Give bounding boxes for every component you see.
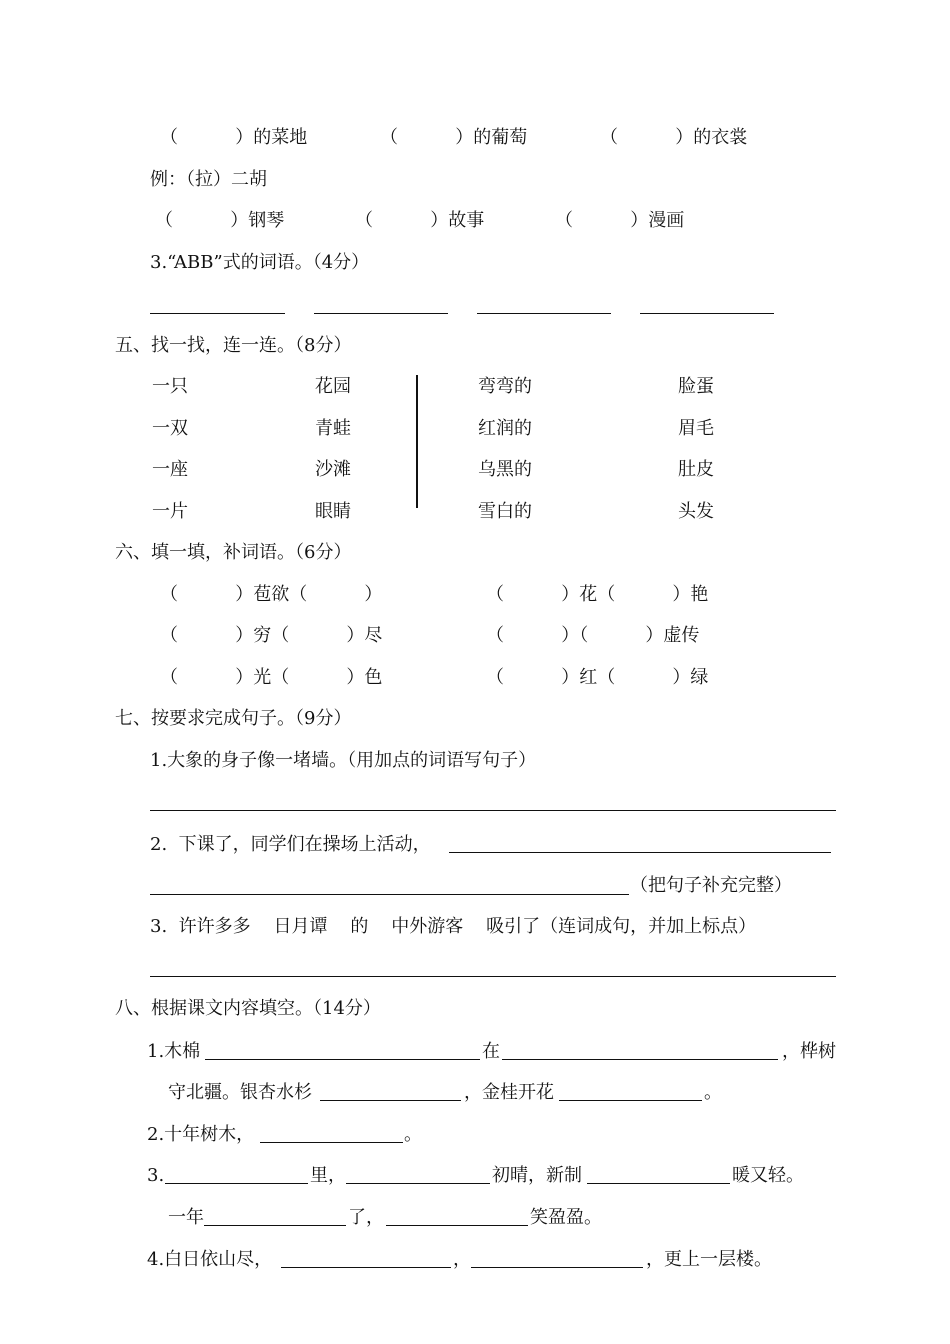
fill-gushi: （ ）故事: [355, 210, 485, 231]
example-line: 例：（拉）二胡: [150, 169, 267, 190]
sentence-q1: 1.大象的身子像一堵墙。（用加点的词语写句子）: [150, 750, 537, 771]
idiom-fill: （ ）红（ ）绿: [486, 667, 709, 688]
fill-text: 。: [404, 1124, 422, 1145]
fill-text: ，: [453, 1249, 471, 1270]
match-item[interactable]: 头发: [678, 501, 714, 522]
fill-putao: （ ）的葡萄: [380, 127, 528, 148]
divider-line: [416, 375, 418, 508]
fill-text: 2.十年树木，: [147, 1124, 255, 1145]
answer-line[interactable]: [314, 313, 448, 314]
match-item[interactable]: 乌黑的: [478, 459, 532, 480]
answer-line[interactable]: [471, 1267, 643, 1268]
fill-gangqin: （ ）钢琴: [155, 210, 285, 231]
fill-text: 4.白日依山尽，: [147, 1249, 273, 1270]
answer-line[interactable]: [150, 894, 629, 895]
idiom-fill: （ ）（ ）虚传: [486, 625, 700, 646]
fill-text: 一年: [168, 1207, 204, 1228]
answer-line[interactable]: [150, 313, 285, 314]
match-item[interactable]: 弯弯的: [478, 376, 532, 397]
answer-line[interactable]: [204, 1225, 346, 1226]
fill-yishang: （ ）的衣裳: [600, 127, 748, 148]
match-item[interactable]: 一只: [152, 376, 188, 397]
fill-text: 了，: [348, 1207, 384, 1228]
match-item[interactable]: 红润的: [478, 418, 532, 439]
answer-line[interactable]: [150, 810, 836, 811]
match-item[interactable]: 脸蛋: [678, 376, 714, 397]
fill-text: 。: [704, 1082, 722, 1103]
answer-line[interactable]: [346, 1183, 490, 1184]
fill-text: 守北疆。银杏水杉: [168, 1082, 312, 1103]
answer-line[interactable]: [205, 1059, 480, 1060]
fill-text: ，桦树: [782, 1041, 836, 1062]
answer-line[interactable]: [165, 1183, 308, 1184]
match-item[interactable]: 沙滩: [315, 459, 351, 480]
idiom-fill: （ ）穷（ ）尽: [160, 625, 383, 646]
fill-text: 里，: [310, 1165, 346, 1186]
answer-line[interactable]: [477, 313, 611, 314]
answer-line[interactable]: [386, 1225, 528, 1226]
idiom-fill: （ ）花（ ）艳: [486, 584, 709, 605]
fill-text: 在: [482, 1041, 500, 1062]
sentence-q3: 3. 许许多多 日月谭 的 中外游客 吸引了（连词成句，并加上标点）: [150, 916, 757, 937]
match-item[interactable]: 花园: [315, 376, 351, 397]
section-seven-title: 七、按要求完成句子。（9分）: [115, 708, 352, 729]
answer-line[interactable]: [640, 313, 774, 314]
fill-text: 3.: [147, 1165, 165, 1186]
answer-line[interactable]: [449, 852, 831, 853]
fill-text: 暖又轻。: [732, 1165, 804, 1186]
sentence-q2-note: （把句子补充完整）: [630, 875, 792, 896]
answer-line[interactable]: [502, 1059, 778, 1060]
match-item[interactable]: 青蛙: [315, 418, 351, 439]
question-abb: 3.“ABB”式的词语。（4分）: [150, 252, 370, 273]
answer-line[interactable]: [281, 1267, 451, 1268]
match-item[interactable]: 肚皮: [678, 459, 714, 480]
fill-caidi: （ ）的菜地: [160, 127, 308, 148]
section-eight-title: 八、根据课文内容填空。（14分）: [115, 998, 381, 1019]
match-item[interactable]: 一座: [152, 459, 188, 480]
fill-text: ，更上一层楼。: [646, 1249, 772, 1270]
section-five-title: 五、找一找，连一连。（8分）: [115, 335, 352, 356]
fill-text: 初晴，新制: [492, 1165, 582, 1186]
answer-line[interactable]: [260, 1142, 403, 1143]
answer-line[interactable]: [150, 976, 836, 977]
fill-text: 1.木棉: [147, 1041, 201, 1062]
fill-text: ，金桂开花: [464, 1082, 554, 1103]
match-item[interactable]: 眼睛: [315, 501, 351, 522]
answer-line[interactable]: [320, 1100, 461, 1101]
answer-line[interactable]: [559, 1100, 702, 1101]
fill-manhua: （ ）漫画: [555, 210, 685, 231]
fill-text: 笑盈盈。: [530, 1207, 602, 1228]
idiom-fill: （ ）苞欲（ ）: [160, 584, 383, 605]
match-item[interactable]: 一双: [152, 418, 188, 439]
match-item[interactable]: 一片: [152, 501, 188, 522]
match-item[interactable]: 眉毛: [678, 418, 714, 439]
match-item[interactable]: 雪白的: [478, 501, 532, 522]
section-six-title: 六、填一填，补词语。（6分）: [115, 542, 352, 563]
idiom-fill: （ ）光（ ）色: [160, 667, 383, 688]
answer-line[interactable]: [587, 1183, 730, 1184]
sentence-q2: 2. 下课了，同学们在操场上活动，: [150, 834, 431, 855]
